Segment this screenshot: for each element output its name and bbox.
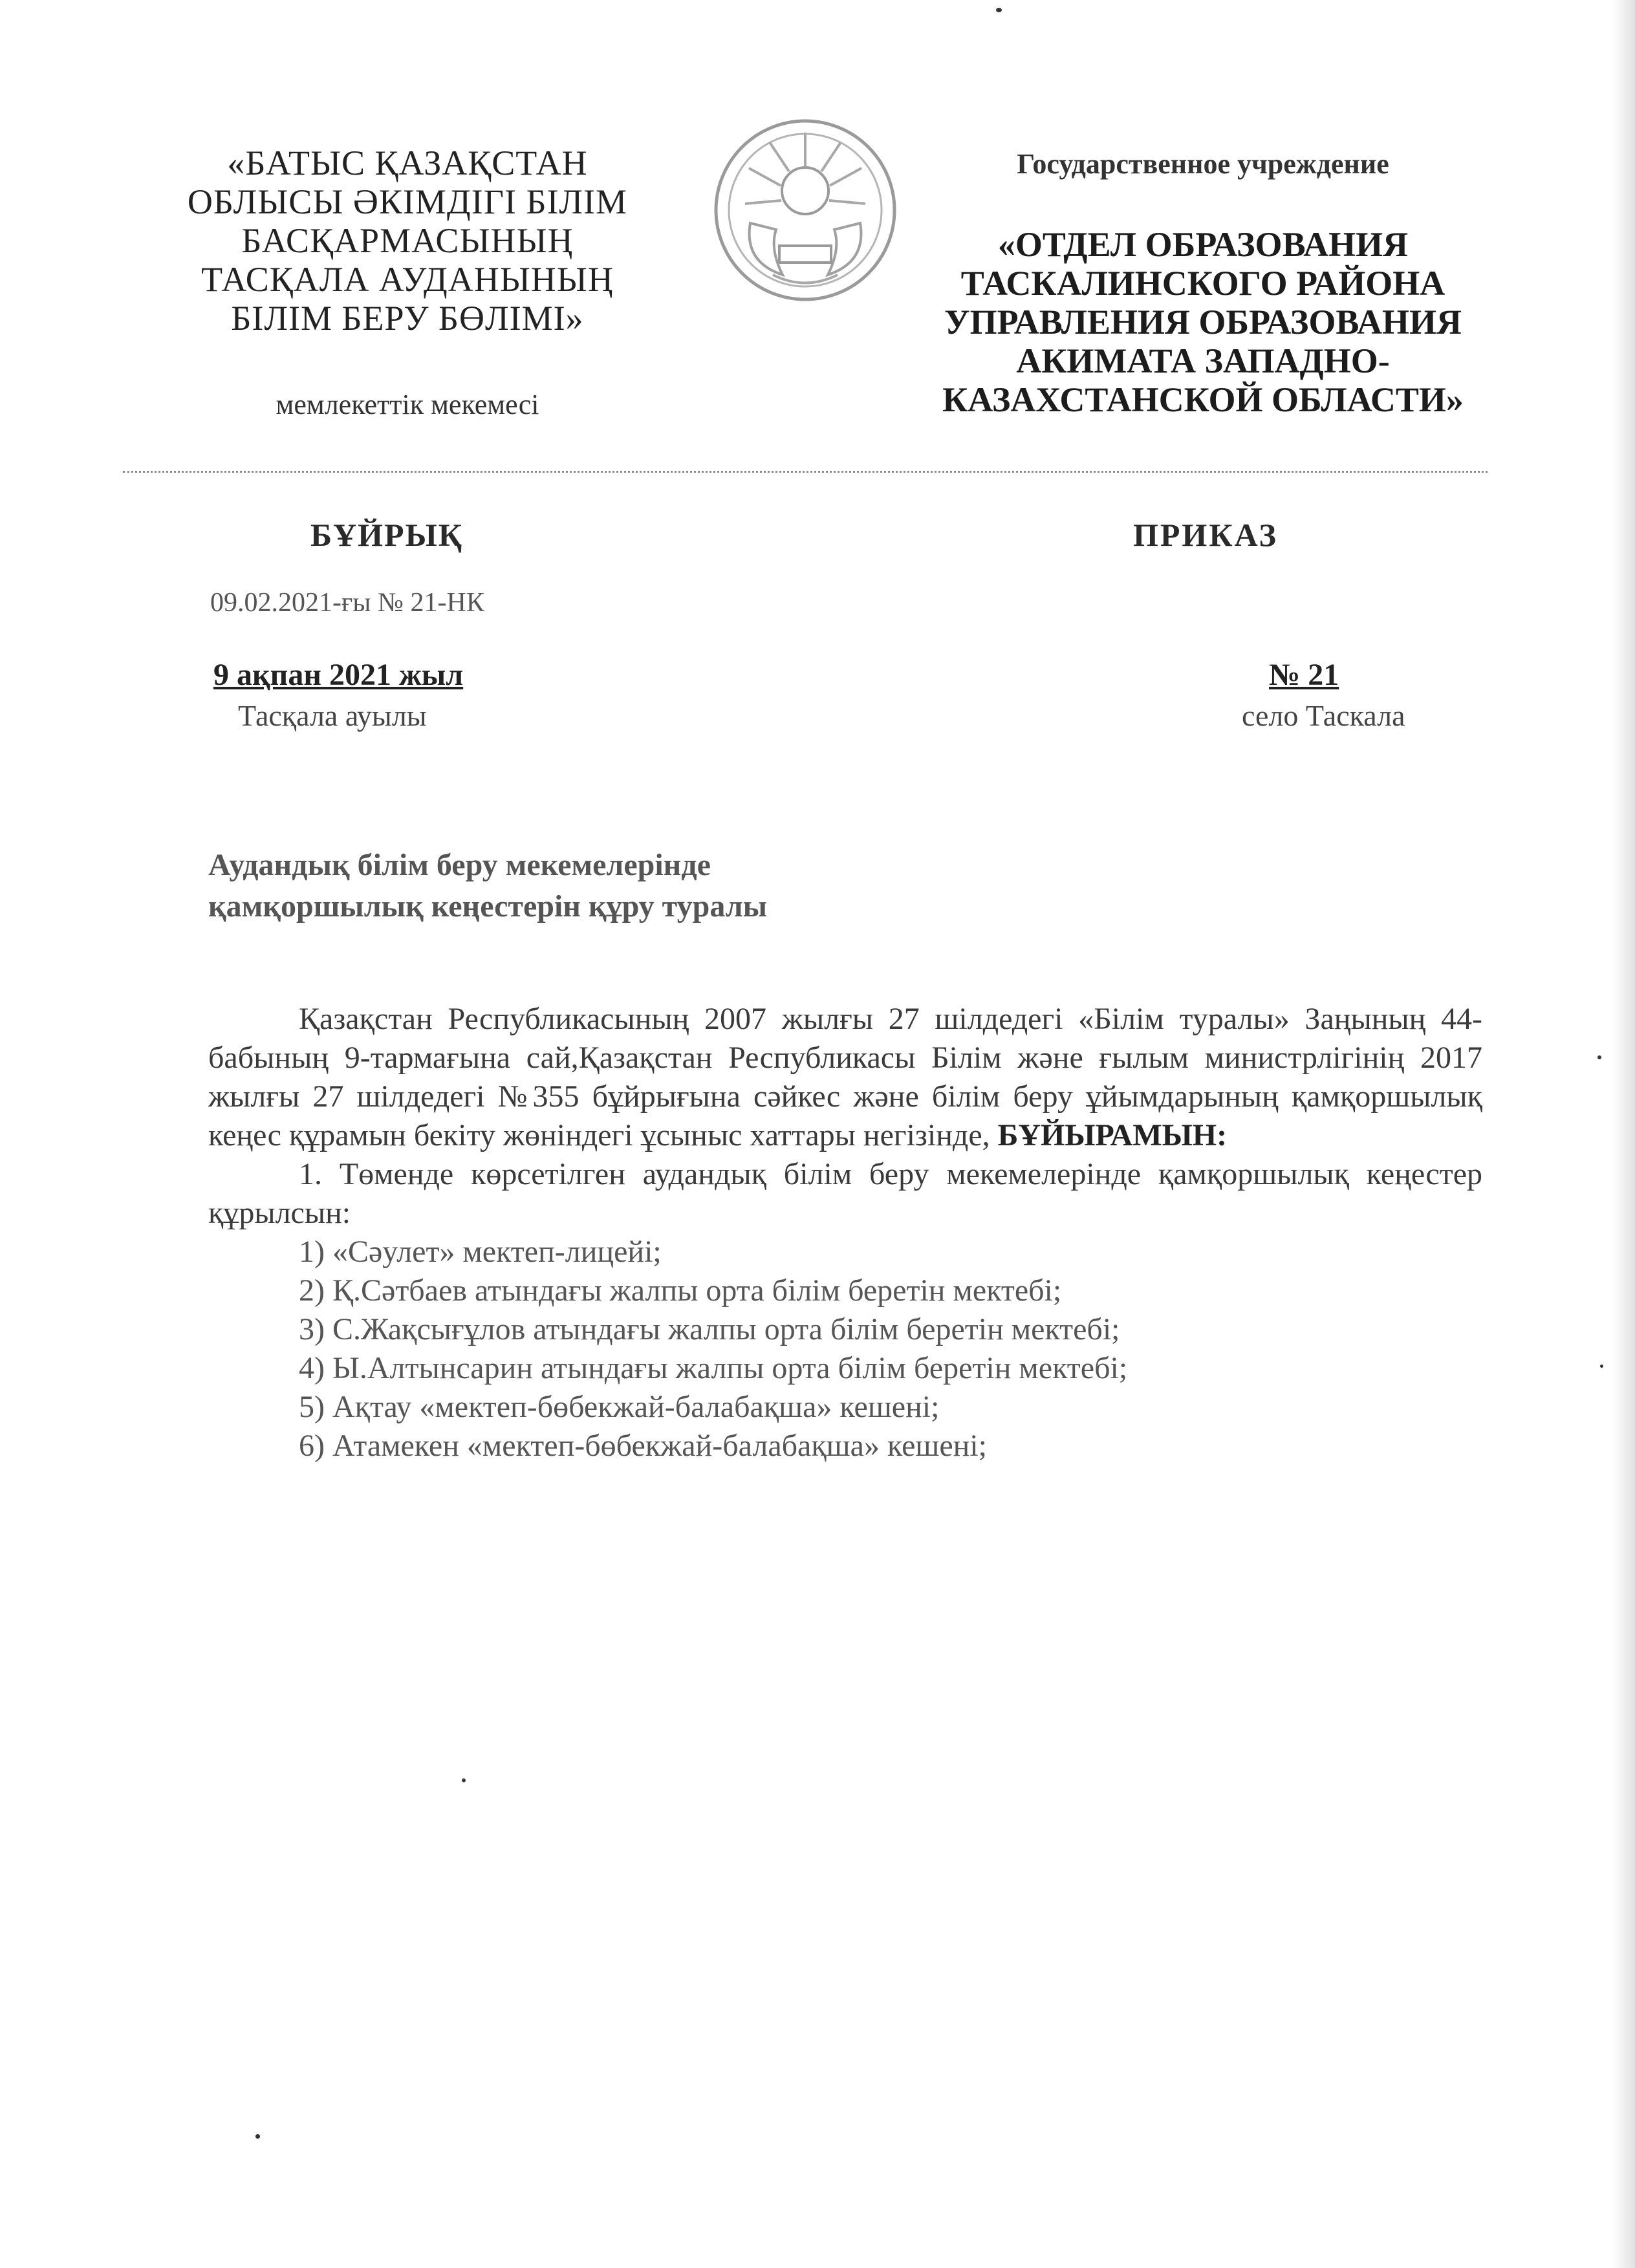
subject-line: қамқоршылық кеңестерін құру туралы	[208, 889, 768, 923]
clause-1: 1. Төменде көрсетілген аудандық білім беру мекемелерінде қамқоршылық кеңестер құрылсын:	[208, 1157, 1482, 1230]
scan-edge-shadow	[1613, 0, 1635, 2268]
decree-word: БҰЙЫРАМЫН:	[997, 1118, 1228, 1152]
order-date: 9 ақпан 2021 жыл	[213, 658, 464, 692]
header-right-subtitle: Государственное учреждение	[1017, 148, 1389, 180]
header-right-line: КАЗАХСТАНСКОЙ ОБЛАСТИ»	[942, 380, 1464, 419]
header-left-org-name	[155, 144, 660, 338]
order-title-kz: БҰЙРЫҚ	[310, 517, 463, 553]
header-left-subtitle: мемлекеттік мекемесі	[276, 389, 539, 420]
header-right-line: АКИМАТА ЗАПАДНО-	[1016, 341, 1390, 380]
list-item: 5) Ақтау «мектеп-бөбекжай-балабақша» кешені;	[299, 1390, 940, 1424]
order-body	[208, 1000, 1482, 1465]
header-right-line: «ОТДЕЛ ОБРАЗОВАНИЯ	[997, 225, 1409, 264]
registration-number: 09.02.2021-ғы № 21-НК	[210, 588, 484, 618]
scan-speck	[1597, 1055, 1601, 1059]
header-left-line: БІЛІМ БЕРУ БӨЛІМІ»	[231, 299, 584, 338]
header-right-org-name	[905, 225, 1500, 419]
header-right-line: УПРАВЛЕНИЯ ОБРАЗОВАНИЯ	[944, 303, 1462, 341]
order-title-ru: ПРИКАЗ	[1133, 517, 1278, 553]
subject-line: Аудандық білім беру мекемелерінде	[208, 848, 711, 882]
scan-speck	[996, 8, 1002, 12]
header-right-line: ТАСКАЛИНСКОГО РАЙОНА	[960, 264, 1446, 303]
order-subject	[208, 845, 767, 927]
list-item: 3) С.Жақсығұлов атындағы жалпы орта білім беретін мектебі;	[299, 1312, 1120, 1346]
header-left-line: ОБЛЫСЫ ӘКІМДІГІ БІЛІМ	[187, 182, 628, 221]
preamble-text: Қазақстан Республикасының 2007 жылғы 27 шілдедегі «Білім туралы» Заңының 44-бабының 9-тармағына сай,Қазақстан Республикасы Білім және ғылым министрлігінің 2017 жылғы 27 шілдедегі №355 бұйрығына сәйкес және білім беру ұйымдарының қамқоршылық кеңес құрамын бекіту жөніндегі ұсыныс хаттары негізінде,	[208, 1002, 1482, 1152]
scan-speck	[1600, 1365, 1603, 1368]
header-left-line: ТАСҚАЛА АУДАНЫНЫҢ	[201, 260, 614, 299]
list-item: 4) Ы.Алтынсарин атындағы жалпы орта білім беретін мектебі;	[299, 1351, 1128, 1385]
preamble-paragraph	[208, 1000, 1482, 1155]
header-left-line: «БАТЫС ҚАЗАҚСТАН	[227, 144, 588, 182]
institution-list	[208, 1233, 1482, 1465]
list-item: 1) «Сәулет» мектеп-лицейі;	[299, 1235, 662, 1269]
place-kz: Тасқала ауылы	[238, 699, 427, 732]
state-emblem-icon	[705, 113, 905, 314]
list-item: 6) Атамекен «мектеп-бөбекжай-балабақша» кешені;	[299, 1429, 987, 1463]
order-number: № 21	[1269, 658, 1339, 692]
header-left-line: БАСҚАРМАСЫНЫҢ	[241, 221, 574, 260]
place-ru: село Таскала	[1242, 699, 1405, 732]
header-divider	[123, 471, 1488, 473]
scan-speck	[255, 2134, 260, 2139]
list-item: 2) Қ.Сәтбаев атындағы жалпы орта білім беретін мектебі;	[299, 1273, 1062, 1308]
scan-speck	[462, 1778, 466, 1782]
